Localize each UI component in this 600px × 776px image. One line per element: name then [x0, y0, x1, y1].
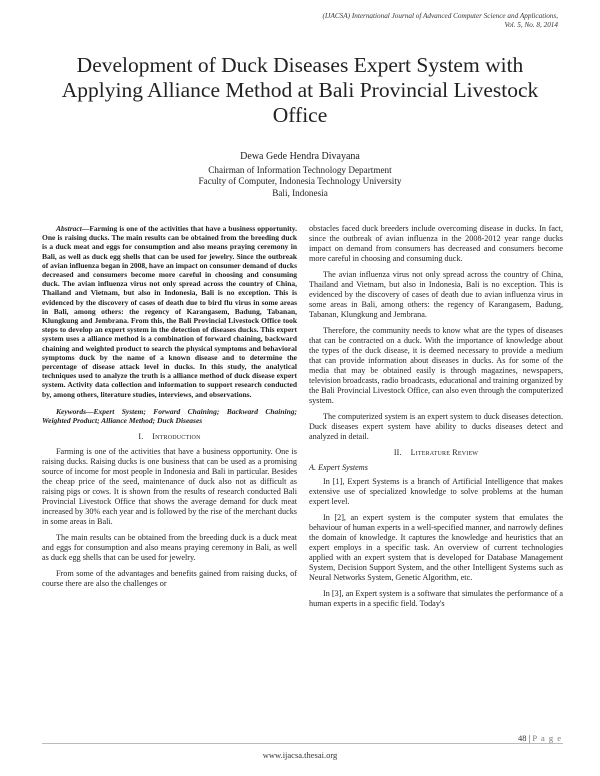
section-title: Introduction [152, 432, 201, 442]
author-name: Dewa Gede Hendra Divayana [240, 151, 360, 162]
paragraph: Farming is one of the activities that have a business opportunity. One is raising ducks. Raising ducks is one business that can be used as a promising source of income for most people in Indonesia and Bali in particular. Besides the cheap price of the seed, maintenance of duck also not as difficult as raising pigs or cows. It is shown from the results of research conducted Bali Provincial Livestock Office that shows the average demand for duck meat increased by 30% each year and is followed by the rise of the merchant ducks in some areas in Bali. [42, 447, 297, 527]
author-affiliation-2: Faculty of Computer, Indonesia Technology University [198, 176, 402, 187]
paragraph: In [3], an Expert system is a software that simulates the performance of a human experts in a specific field. Today's [309, 589, 563, 608]
paragraph: The computerized system is an expert system to duck diseases detection. Duck diseases expert system have ability to ducks diseases detect and analyzed in detail. [309, 412, 563, 441]
keywords: Keywords—Expert System; Forward Chaining; Backward Chaining; Weighted Product; Alliance Method; Duck Diseases [42, 406, 297, 426]
abstract-text: —Farming is one of the activities that have a business opportunity. One is raising ducks. The main results can be obtained from the breeding duck is a duck meat and eggs for consumption and also means praying ceremony in Bali, as well as duck egg shells that can be used for jewelry. Since the outbreak of avian influenza began in 2008, have an impact on consumer demand of ducks decreased and consumers become more careful in choosing and consuming duck. The avian influenza virus not only spread across the country of China, Thailand and Vietnam, but also in Indonesia, Bali is no exception. This is evidenced by the discovery of cases of death due to bird flu virus in some areas in Bali, among others: the regency of Karangasem, Badung, Tabanan, Klungkung and Jembrana. From this, the Bali Provincial Livestock Office took steps to develop an expert system in the detection of diseases ducks. This expert system uses a alliance method is a combination of forward chaining, backward chaining and weighted product to search the physical symptoms and behavioral symptoms duck by the name of a known disease and to determine the percentage of disease attack level in ducks. In this study, the analytical techniques used to analyze the truth is a alliance method of duck disease expert system. Activity data collection and information to support research conducted by, among others, literature studies, interviews, and observations. [42, 224, 297, 399]
subsection-heading: A. Expert Systems [309, 463, 368, 472]
section-heading-literature-review [309, 448, 563, 458]
right-column [309, 224, 563, 615]
section-heading-introduction [42, 432, 297, 442]
section-number: II. [393, 448, 402, 457]
paragraph: In [1], Expert Systems is a branch of Artificial Intelligence that makes extensive use of specialized knowledge to solve problems at the human expert level. [309, 477, 563, 506]
journal-header-line2: Vol. 5, No. 8, 2014 [504, 21, 558, 29]
abstract [42, 224, 297, 399]
author-block [0, 151, 600, 199]
paragraph: The main results can be obtained from the breeding duck is a duck meat and eggs for consumption and also means praying ceremony in Bali, as well as duck egg shells that can be used for jewelry. [42, 533, 297, 563]
abstract-label: Abstract [56, 224, 82, 233]
journal-header-line1: (IJACSA) International Journal of Advanced Computer Science and Applications, [322, 12, 558, 20]
paragraph: The avian influenza virus not only spread across the country of China, Thailand and Vietnam, but also in Indonesia, Bali is no exception. This is evidenced by the discovery of cases of death due to avian influenza virus in some areas in Bali, among others: the regency of Karangasem, Badung, Tabanan, Klungkung and Jembrana. [309, 270, 563, 319]
paragraph: obstacles faced duck breeders include overcoming disease in ducks. In fact, since the outbreak of avian influenza in the 2008-2012 year range ducks impact on demand from consumers has decreased and consumers become more careful in choosing and consuming duck. [309, 224, 563, 263]
page-number-value: 48 [517, 733, 527, 743]
paragraph: From some of the advantages and benefits gained from raising ducks, of course there are also the challenges or [42, 569, 297, 589]
journal-header [323, 12, 558, 30]
paragraph: In [2], an expert system is the computer system that emulates the behaviour of human experts in a well-specified manner, and narrowly defines the domain of knowledge. It captures the knowledge and heuristics that an expert employs in a specific task. An overview of current technologies applied with an expert system that is developed for Database Management System, Decision Support System, and the other Intelligent Systems such as Neural Networks System, Genetic Algorithm, etc. [309, 513, 563, 582]
paper-title: Development of Duck Diseases Expert System with Applying Alliance Method at Bali Provincial Livestock Office [61, 53, 539, 127]
section-number: I. [138, 432, 144, 442]
section-title: Literature Review [410, 448, 479, 457]
footer-divider [42, 743, 563, 744]
left-column [42, 224, 297, 595]
author-affiliation-3: Bali, Indonesia [272, 187, 328, 198]
paragraph: Therefore, the community needs to know what are the types of diseases that can be contracted on a duck. With the importance of knowledge about the types of the duck disease, it is deemed necessary to provide a medium that can provide information about diseases in ducks. As for some of the media that may be obtained easily is through magazines, newspapers, television broadcasts, radio broadcasts, educational and training organized by the Bali Provincial Livestock Office, can also even through the computerized system. [309, 326, 563, 405]
footer-url: www.ijacsa.thesai.org [262, 750, 338, 760]
page-word: P a g e [532, 733, 562, 743]
page-number: 48 | P a g e [517, 733, 562, 743]
author-affiliation-1: Chairman of Information Technology Department [208, 165, 392, 176]
